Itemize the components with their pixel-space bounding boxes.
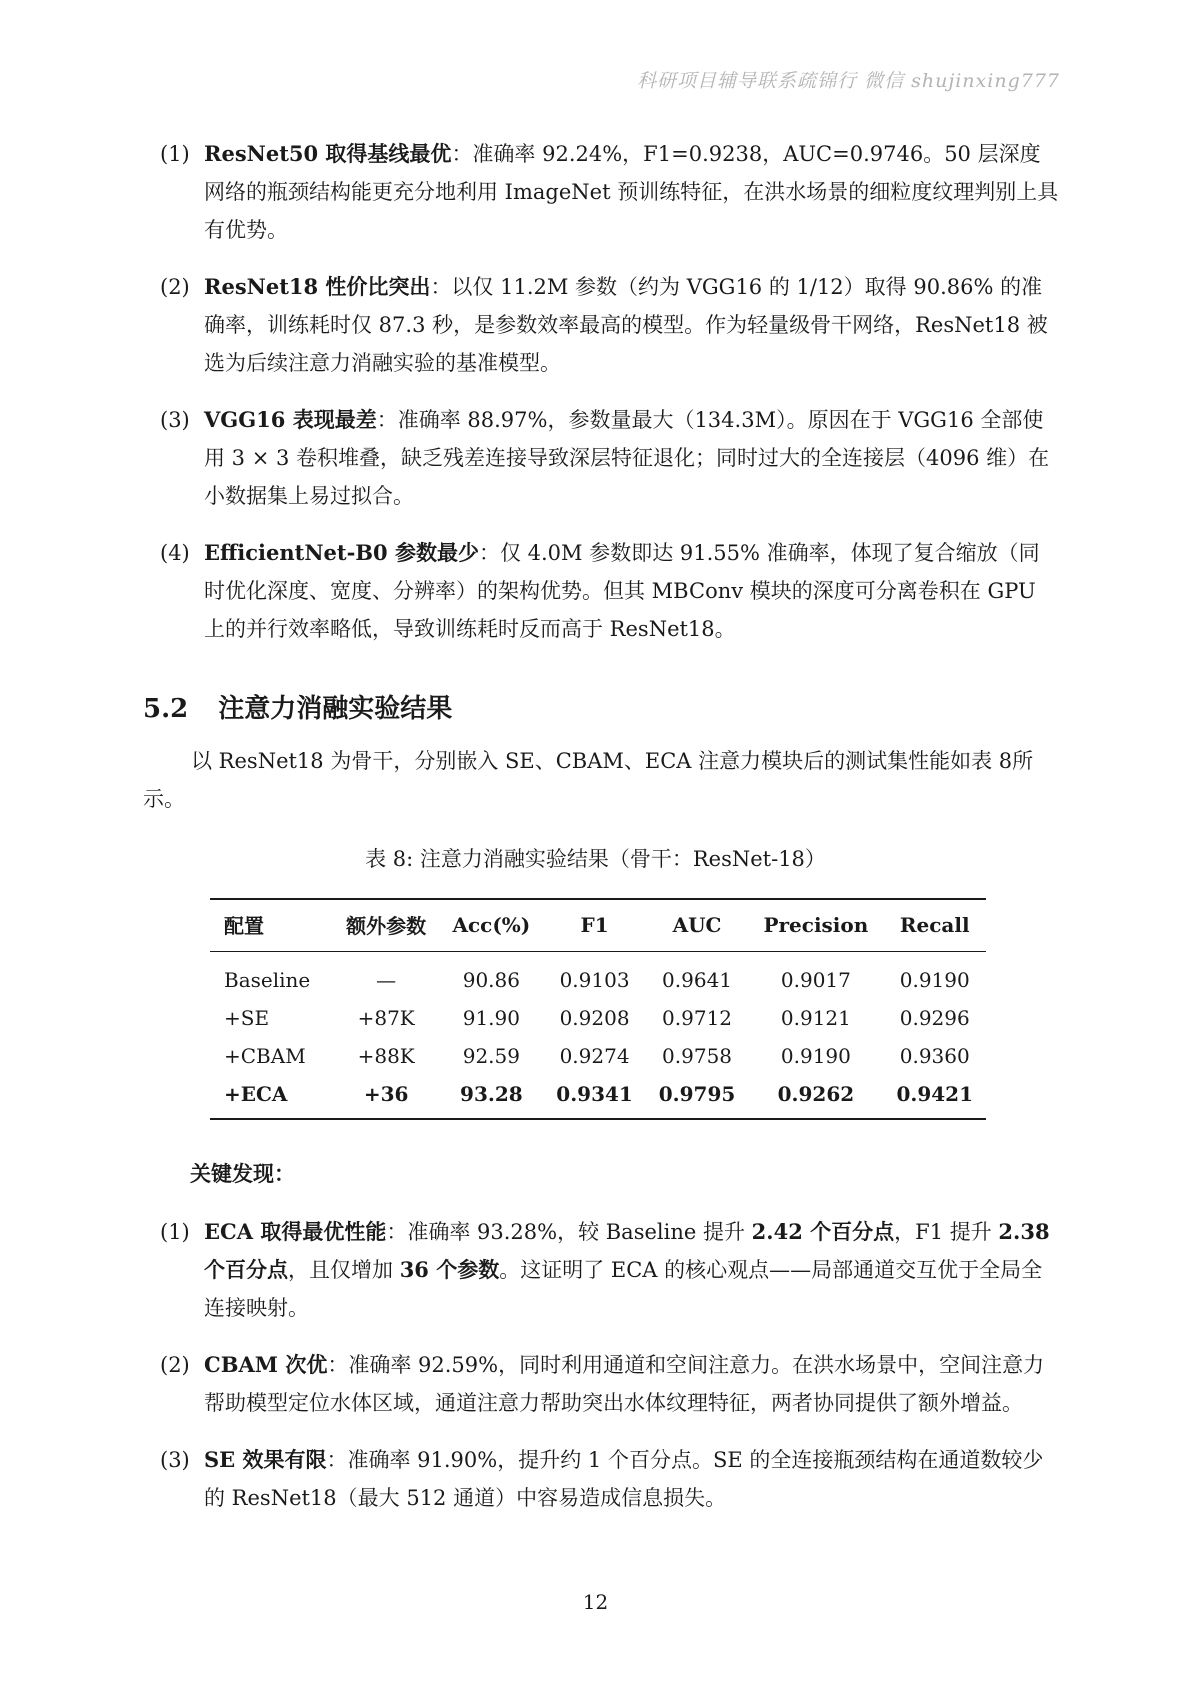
item-text: ：仅 4.0M 参数即达 91.55% 准确率，体现了复合缩放（同时优化深度、宽度、分辨率）的架构优势。但其 MBConv 模块的深度可分离卷积在 GPU 上的并行效率略低，导致训练耗时反而高于 ResNet18。 [204, 541, 1040, 641]
table-cell: 91.90 [462, 1006, 520, 1030]
section-number: 5.2 [143, 694, 189, 724]
table-caption: 表 8: 注意力消融实验结果（骨干：ResNet-18） [365, 847, 826, 871]
table-cell: 0.9190 [899, 968, 970, 992]
list-marker: (4) [160, 541, 190, 565]
table-cell: +88K [357, 1044, 415, 1068]
list-marker: (1) [160, 142, 190, 166]
text-run: ：准确率 93.28%，较 Baseline 提升 [386, 1220, 752, 1244]
table-row-best [210, 1075, 986, 1119]
list-marker: (2) [160, 275, 190, 299]
table-cell: Baseline [224, 968, 311, 992]
text-run: ，F1 提升 [894, 1220, 999, 1244]
table-row [210, 1037, 986, 1075]
ablation-results-table [210, 898, 986, 1120]
section-title: 注意力消融实验结果 [218, 694, 453, 724]
column-header: Recall [899, 912, 970, 937]
table-cell: 93.28 [460, 1082, 523, 1106]
item-heading: ECA 取得最优性能 [204, 1219, 387, 1244]
findings-heading: 关键发现： [190, 1161, 295, 1186]
table-cell: 0.9641 [662, 968, 733, 992]
text-run: 。这证明了 ECA 的核心观点——局部通道交互优于全局全连接映射。 [204, 1258, 1043, 1320]
item-text: ：准确率 91.90%，提升约 1 个百分点。SE 的全连接瓶颈结构在通道数较少的 ResNet18（最大 512 通道）中容易造成信息损失。 [204, 1448, 1044, 1510]
table-row [210, 952, 986, 1000]
item-heading: SE 效果有限 [204, 1447, 327, 1472]
item-heading: ResNet18 性价比突出 [204, 274, 431, 299]
column-header: F1 [580, 912, 609, 937]
watermark: 科研项目辅导联系疏锦行 微信 shujinxing777 [637, 70, 1060, 92]
list-item [160, 135, 1060, 249]
table-cell: 0.9190 [780, 1044, 851, 1068]
list-marker: (2) [160, 1353, 190, 1377]
table-cell: 0.9262 [777, 1082, 855, 1106]
table-cell: 0.9360 [899, 1044, 970, 1068]
intro-paragraph: 以 ResNet18 为骨干，分别嵌入 SE、CBAM、ECA 注意力模块后的测试集性能如表 8所示。 [143, 749, 1034, 811]
table-cell: 0.9017 [780, 968, 851, 992]
table-cell: 0.9795 [658, 1082, 736, 1106]
list-item [160, 268, 1060, 382]
emphasis: 2.38 个百分点 [204, 1219, 1050, 1282]
table-row [210, 999, 986, 1037]
table-cell: +SE [224, 1006, 270, 1030]
table-cell: 0.9758 [662, 1044, 733, 1068]
table-cell: 0.9103 [559, 968, 630, 992]
list-marker: (1) [160, 1220, 190, 1244]
item-text: ：准确率 92.24%，F1=0.9238，AUC=0.9746。50 层深度网络的瓶颈结构能更充分地利用 ImageNet 预训练特征，在洪水场景的细粒度纹理判别上具有优势。 [204, 142, 1059, 242]
item-text: ：以仅 11.2M 参数（约为 VGG16 的 1/12）取得 90.86% 的准确率，训练耗时仅 87.3 秒，是参数效率最高的模型。作为轻量级骨干网络，ResNet18 被选为后续注意力消融实验的基准模型。 [204, 275, 1048, 375]
item-heading: VGG16 表现最差 [204, 407, 377, 432]
column-header: Precision [763, 912, 869, 937]
table-cell: 0.9121 [780, 1006, 851, 1030]
text-run: ，且仅增加 [288, 1258, 400, 1282]
table-cell: — [376, 968, 397, 992]
emphasis: 2.42 个百分点 [751, 1219, 895, 1244]
findings-list [160, 1213, 1060, 1536]
emphasis: 36 个参数 [399, 1257, 500, 1282]
item-text: ：准确率 92.59%，同时利用通道和空间注意力。在洪水场景中，空间注意力帮助模型定位水体区域，通道注意力帮助突出水体纹理特征，两者协同提供了额外增益。 [204, 1353, 1045, 1415]
table-cell: +ECA [224, 1082, 288, 1106]
item-text: ：准确率 88.97%，参数量最大（134.3M）。原因在于 VGG16 全部使用 3 × 3 卷积堆叠，缺乏残差连接导致深层特征退化；同时过大的全连接层（4096 维）在小数据集上易过拟合。 [204, 408, 1050, 508]
table-cell: 0.9712 [662, 1006, 733, 1030]
list-marker: (3) [160, 1448, 190, 1472]
table-cell: +87K [357, 1006, 415, 1030]
table-cell: 0.9274 [559, 1044, 630, 1068]
table-cell: 92.59 [462, 1044, 520, 1068]
list-item [160, 1213, 1060, 1327]
table-cell: +36 [363, 1082, 409, 1106]
item-heading: CBAM 次优 [204, 1352, 328, 1377]
section-heading [143, 688, 452, 725]
list-item [160, 1441, 1060, 1517]
list-item [160, 1346, 1060, 1422]
table-cell: 0.9296 [899, 1006, 970, 1030]
list-marker: (3) [160, 408, 190, 432]
column-header: AUC [672, 912, 722, 937]
table-cell: +CBAM [224, 1044, 306, 1068]
page-number: 12 [582, 1590, 609, 1614]
table-cell: 90.86 [462, 968, 520, 992]
table-cell: 0.9421 [896, 1082, 974, 1106]
table-cell: 0.9341 [556, 1082, 633, 1106]
list-item [160, 401, 1060, 515]
item-heading: EfficientNet-B0 参数最少 [204, 540, 479, 565]
column-header: 额外参数 [346, 914, 427, 938]
column-header: Acc(%) [452, 912, 531, 937]
model-comparison-list [160, 135, 1060, 667]
column-header: 配置 [224, 914, 264, 938]
item-heading: ResNet50 取得基线最优 [204, 141, 452, 166]
table-header-row [210, 899, 986, 952]
list-item [160, 534, 1060, 648]
table-cell: 0.9208 [559, 1006, 630, 1030]
